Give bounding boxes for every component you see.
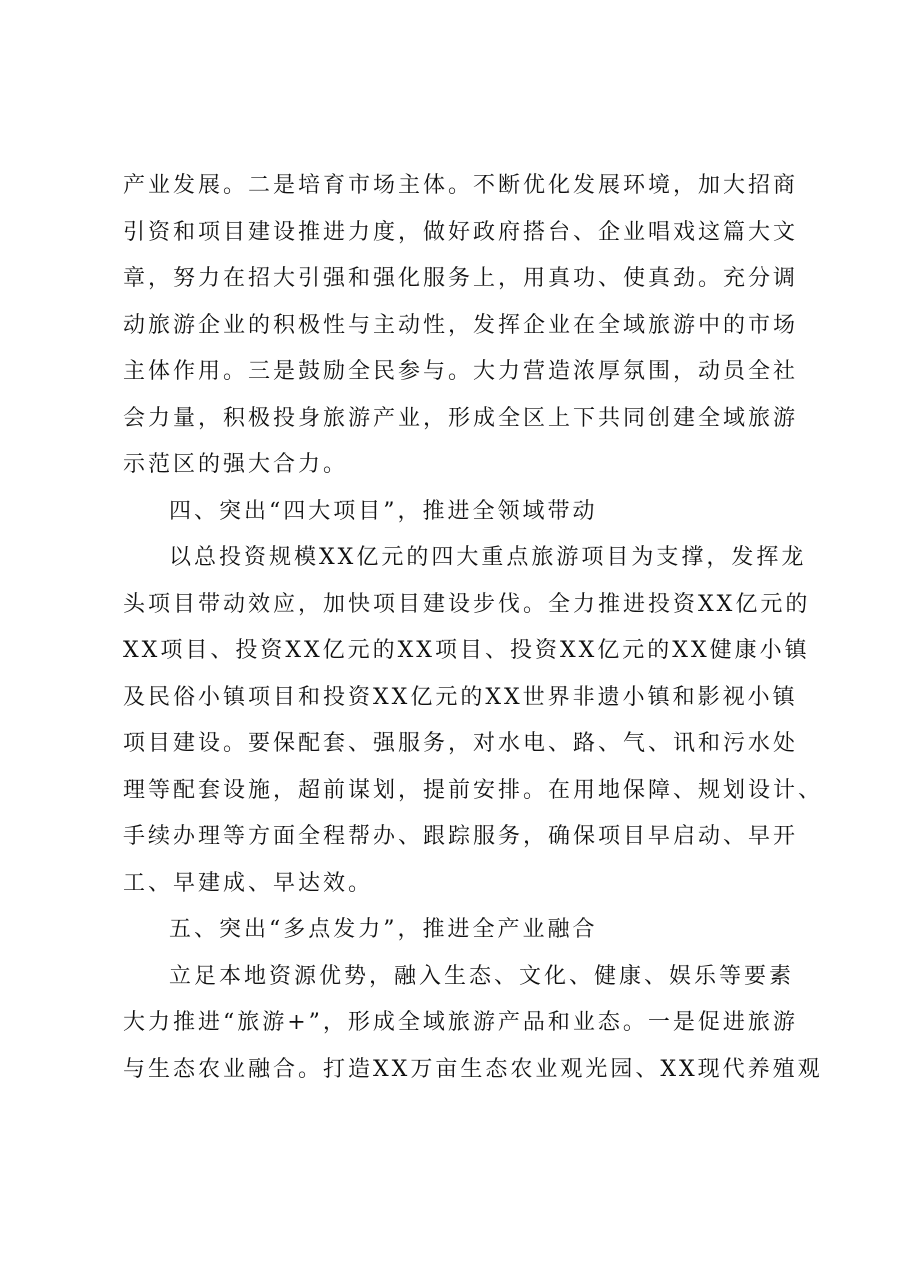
text-line: 理等配套设施，超前谋划，提前安排。在用地保障、规划设计、: [123, 777, 824, 803]
text-line: 产业发展。二是培育市场主体。不断优化发展环境，加大招商: [123, 173, 799, 198]
text-line: 大力推进“旅游+”，形成全域旅游产品和业态。一是促进旅游: [123, 1010, 798, 1035]
text-line: 手续办理等方面全程帮办、跟踪服务，确保项目早启动、早开: [123, 824, 799, 849]
text-line: 及民俗小镇项目和投资XX亿元的XX世界非遗小镇和影视小镇: [123, 684, 798, 710]
paragraph-first-line: 四、突出“四大项目”，推进全领域带动: [169, 498, 598, 524]
text-line: 与生态农业融合。打造XX万亩生态农业观光园、XX现代养殖观: [123, 1056, 823, 1082]
text-line: 引资和项目建设推进力度，做好政府搭台、企业唱戏这篇大文: [123, 219, 799, 245]
paragraph-first-line: 五、突出“多点发力”，推进全产业融合: [169, 917, 598, 942]
text-line: 章，努力在招大引强和强化服务上，用真功、使真劲。充分调: [123, 266, 799, 291]
paragraph-first-line: 以总投资规模XX亿元的四大重点旅游项目为支撑，发挥龙: [169, 545, 807, 570]
text-line: 项目建设。要保配套、强服务，对水电、路、气、讯和污水处: [123, 731, 799, 756]
text-line: 工、早建成、早达效。: [123, 870, 374, 896]
text-line: XX项目、投资XX亿元的XX项目、投资XX亿元的XX健康小镇: [123, 638, 810, 663]
text-line: 示范区的强大合力。: [123, 452, 349, 477]
paragraph-first-line: 立足本地资源优势，融入生态、文化、健康、娱乐等要素: [169, 963, 795, 989]
text-line: 会力量，积极投身旅游产业，形成全区上下共同创建全域旅游: [123, 405, 799, 431]
text-line: 主体作用。三是鼓励全民参与。大力营造浓厚氛围，动员全社: [123, 359, 799, 384]
document-body: [123, 163, 823, 1093]
text-line: 动旅游企业的积极性与主动性，发挥企业在全域旅游中的市场: [123, 312, 799, 338]
text-line: 头项目带动效应，加快项目建设步伐。全力推进投资XX亿元的: [123, 591, 811, 617]
